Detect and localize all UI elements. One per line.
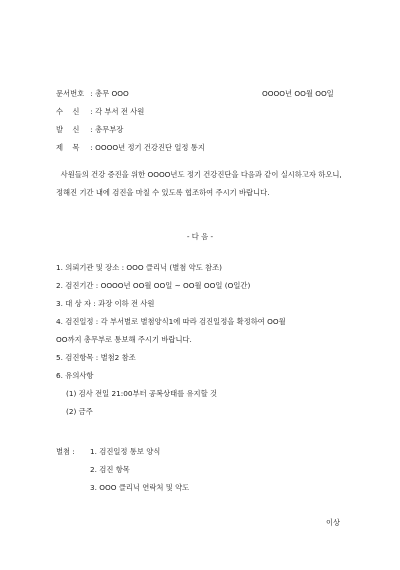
recipient-row [56,108,144,115]
subject-value: : OOOO년 정기 건강진단 일정 통지 [90,143,205,152]
recipient-label: 수 신 [56,107,80,116]
sender-label: 발 신 [56,125,80,134]
doc-number-value: : 총무 OOO [90,89,129,98]
list-item: 5. 검진항목 : 별첨2 참조 [56,353,136,362]
note-item: (2) 금주 [66,407,93,416]
attachment-item: 2. 검진 항목 [90,465,130,474]
doc-number-label: 문서번호 [56,89,85,98]
attachments-label: 별첨 : [56,447,75,456]
list-item: 3. 대 상 자 : 과장 이하 전 사원 [56,299,155,308]
sender-value: : 총무부장 [90,125,124,134]
attachment-item: 1. 검진일정 통보 양식 [90,447,161,456]
doc-number-row [56,90,129,97]
intro-paragraph: 사원들의 건강 증진을 위한 OOOO년도 정기 건강진단을 다음과 같이 실시하고자 하오니, 정해진 기간 내에 검진을 마칠 수 있도록 협조하여 주시기 바랍니다. [56,170,345,197]
subject-label: 제 목 [56,143,80,152]
subject-row [56,144,205,151]
list-item: 1. 의뢰기관 및 장소 : OOO 클리닉 (별첨 약도 참조) [56,263,222,272]
note-item: (1) 검사 전일 21:00부터 공복상태를 유지할 것 [66,389,218,398]
list-item: 6. 유의사항 [56,371,94,380]
list-item: 2. 검진기간 : OOOO년 OO월 OO일 ~ OO월 OO일 (O일간) [56,281,251,290]
sender-row [56,126,123,133]
list-item: 4. 검진일정 : 각 부서별로 별첨양식1에 따라 검진일정을 확정하여 OO월 [56,317,286,326]
recipient-value: : 각 부서 전 사원 [90,107,145,116]
list-item: OO까지 총무부로 통보해 주시기 바랍니다. [56,335,192,344]
closing-text: 이상 [326,518,341,527]
document-date: OOOO년 OO월 OO일 [262,89,334,98]
section-title: - 다 음 - [186,232,214,241]
attachment-item: 3. OOO 클리닉 연락처 및 약도 [90,483,190,492]
